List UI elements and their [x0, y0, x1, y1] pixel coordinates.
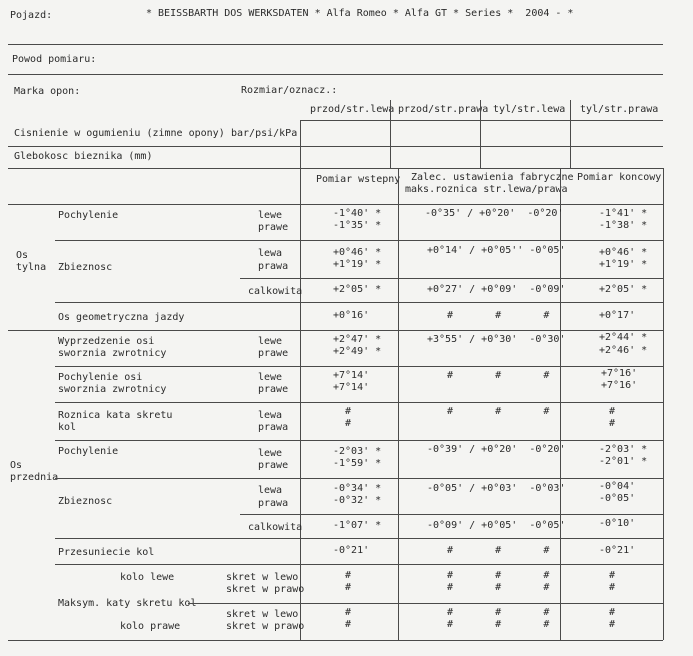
max-steer-factory: # # # [447, 570, 550, 581]
rule-line [300, 120, 663, 121]
rear-toe-factory: +0°14' / +0°05'' -0°05' [427, 245, 566, 256]
rear-axle-label-2: tylna [16, 262, 47, 273]
front-camber-label: Pochylenie [58, 446, 119, 457]
col-divider [480, 100, 481, 120]
rear-camber-final-left: -1°41' * [599, 208, 648, 219]
setback-label: Przesuniecie kol [58, 547, 155, 558]
max-steer-hash: # [609, 619, 616, 630]
pressure-label: Cisnienie w ogumieniu (zimne opony) [14, 128, 225, 139]
max-steer-hash: # [609, 570, 616, 581]
rule-line [55, 366, 663, 367]
caster-initial-left: +2°47' * [333, 334, 382, 345]
rule-line [240, 278, 663, 279]
rule-line [8, 330, 663, 331]
setback-factory: # # # [447, 545, 550, 556]
rule-line [55, 440, 663, 441]
front-camber-initial-left: -2°03' * [333, 446, 382, 457]
max-steer-hash: # [609, 607, 616, 618]
vehicle-label: Pojazd: [10, 10, 53, 21]
front-camber-factory: -0°39' / +0°20' -0°20' [427, 444, 566, 455]
max-steer-factory: # # # [447, 582, 550, 593]
rear-toe-final-right: +1°19' * [599, 259, 648, 270]
side-left: lewe [258, 372, 283, 383]
max-steer-hash: # [345, 570, 352, 581]
tread-label: Glebokosc bieznika (mm) [14, 151, 153, 162]
side-left: lewa [258, 485, 283, 496]
side-right: prawa [258, 498, 289, 509]
kpi-initial-right: +7°14' [333, 382, 370, 393]
col-rear-right: tyl/str.prawa [580, 104, 659, 115]
rule-line [240, 514, 663, 515]
max-steer-hash: # [345, 619, 352, 630]
rule-line [8, 74, 663, 75]
col-front-right: przod/str.prawa [398, 104, 489, 115]
col-divider [300, 168, 301, 640]
rear-axle-label-1: Os [16, 250, 29, 261]
side-right: prawe [258, 384, 289, 395]
side-left: lewe [258, 210, 283, 221]
front-camber-final-right: -2°01' * [599, 456, 648, 467]
caster-final-right: +2°46' * [599, 345, 648, 356]
rear-total-toe-initial: +2°05' * [333, 284, 382, 295]
rear-total-toe-final: +2°05' * [599, 284, 648, 295]
kpi-label-1: Pochylenie osi [58, 372, 143, 383]
side-right: prawe [258, 222, 289, 233]
caster-final-left: +2°44' * [599, 332, 648, 343]
front-toe-initial-right: -0°32' * [333, 495, 382, 506]
side-right: prawe [258, 348, 289, 359]
rear-camber-initial-right: -1°35' * [333, 220, 382, 231]
rule-line [55, 302, 663, 303]
left-wheel-label: kolo lewe [120, 572, 175, 583]
side-left: lewa [258, 248, 283, 259]
toe-diff-final-left: # [609, 406, 616, 417]
caster-initial-right: +2°49' * [333, 346, 382, 357]
front-toe-label: Zbieznosc [58, 496, 113, 507]
setback-initial: -0°21' [333, 545, 370, 556]
front-toe-initial-left: -0°34' * [333, 483, 382, 494]
rule-line [8, 168, 663, 169]
rear-camber-initial-left: -1°40' * [333, 208, 382, 219]
front-camber-final-left: -2°03' * [599, 444, 648, 455]
rule-line [8, 44, 663, 45]
rule-line [55, 240, 663, 241]
thrust-axis-factory: # # # [447, 310, 550, 321]
reason-label: Powod pomiaru: [12, 54, 97, 65]
rear-camber-final-right: -1°38' * [599, 220, 648, 231]
side-right: prawe [258, 460, 289, 471]
rear-toe-final-left: +0°46' * [599, 247, 648, 258]
max-steer-hash: # [609, 582, 616, 593]
col-divider [570, 120, 571, 168]
turn-right-label: skret w prawo [226, 584, 305, 595]
col-divider [480, 120, 481, 168]
col-divider [390, 120, 391, 168]
turn-left-label: skret w lewo [226, 572, 299, 583]
kpi-final-left: +7°16' [601, 368, 638, 379]
factory-settings-header-1: Zalec. ustawienia fabryczne [411, 172, 574, 183]
kpi-initial-left: +7°14' [333, 370, 370, 381]
thrust-axis-initial: +0°16' [333, 310, 370, 321]
rear-toe-label: Zbieznosc [58, 262, 113, 273]
front-toe-final-right: -0°05' [599, 493, 636, 504]
front-camber-initial-right: -1°59' * [333, 458, 382, 469]
side-total: calkowita [248, 286, 303, 297]
right-wheel-label: kolo prawe [120, 621, 181, 632]
toe-diff-final-right: # [609, 418, 616, 429]
tyre-size-label: Rozmiar/oznacz.: [241, 85, 338, 96]
max-steer-label: Maksym. katy skretu kol [58, 598, 197, 609]
turn-right-label: skret w prawo [226, 621, 305, 632]
front-total-toe-factory: -0°09' / +0°05' -0°05' [427, 520, 566, 531]
side-left: lewe [258, 448, 283, 459]
rear-total-toe-factory: +0°27' / +0°09' -0°09' [427, 284, 566, 295]
thrust-axis-label: Os geometryczna jazdy [58, 312, 185, 323]
toe-diff-label-1: Roznica kata skretu [58, 410, 173, 421]
col-divider [560, 168, 561, 640]
rule-line [188, 603, 663, 604]
thrust-axis-final: +0°17' [599, 310, 636, 321]
caster-factory: +3°55' / +0°30' -0°30' [427, 334, 566, 345]
max-steer-hash: # [345, 607, 352, 618]
col-divider [570, 100, 571, 120]
final-measurement-header: Pomiar koncowy [577, 172, 662, 183]
vehicle-value: * BEISSBARTH DOS WERKSDATEN * Alfa Romeo * Alfa GT * Series * 2004 - * [146, 8, 574, 19]
kpi-final-right: +7°16' [601, 380, 638, 391]
toe-diff-initial-right: # [345, 418, 352, 429]
caster-label-1: Wyprzedzenie osi [58, 336, 155, 347]
front-axle-label-1: Os [10, 460, 23, 471]
front-toe-final-left: -0°04' [599, 481, 636, 492]
kpi-factory: # # # [447, 370, 550, 381]
factory-settings-header-2: maks.roznica str.lewa/prawa [405, 184, 568, 195]
rule-line [55, 564, 663, 565]
front-toe-factory: -0°05' / +0°03' -0°03' [427, 483, 566, 494]
col-divider [390, 100, 391, 120]
turn-left-label: skret w lewo [226, 609, 299, 620]
toe-diff-factory: # # # [447, 406, 550, 417]
side-left: lewa [258, 410, 283, 421]
max-steer-hash: # [345, 582, 352, 593]
side-total: calkowita [248, 522, 303, 533]
col-rear-left: tyl/str.lewa [493, 104, 566, 115]
toe-diff-label-2: kol [58, 422, 77, 433]
initial-measurement-header: Pomiar wstepny [316, 174, 401, 185]
col-divider [398, 168, 399, 640]
front-total-toe-initial: -1°07' * [333, 520, 382, 531]
rear-toe-initial-left: +0°46' * [333, 247, 382, 258]
setback-final: -0°21' [599, 545, 636, 556]
rear-camber-factory: -0°35' / +0°20' -0°20' [425, 208, 564, 219]
max-steer-factory: # # # [447, 619, 550, 630]
rule-line [8, 204, 663, 205]
caster-label-2: sworznia zwrotnicy [58, 348, 167, 359]
rule-line [55, 478, 663, 479]
pressure-unit: bar/psi/kPa [231, 128, 298, 139]
tyre-brand-label: Marka opon: [14, 86, 81, 97]
max-steer-factory: # # # [447, 607, 550, 618]
rule-line [8, 146, 663, 147]
rule-line [55, 538, 663, 539]
rule-line [55, 402, 663, 403]
kpi-label-2: sworznia zwrotnicy [58, 384, 167, 395]
side-left: lewe [258, 336, 283, 347]
side-right: prawa [258, 422, 289, 433]
front-total-toe-final: -0°10' [599, 518, 636, 529]
rear-toe-initial-right: +1°19' * [333, 259, 382, 270]
col-front-left: przod/str.lewa [310, 104, 395, 115]
side-right: prawa [258, 261, 289, 272]
front-axle-label-2: przednia [10, 472, 59, 483]
rule-line [8, 640, 663, 641]
rear-camber-label: Pochylenie [58, 210, 119, 221]
col-divider [300, 120, 301, 168]
col-divider [663, 168, 664, 640]
toe-diff-initial-left: # [345, 406, 352, 417]
